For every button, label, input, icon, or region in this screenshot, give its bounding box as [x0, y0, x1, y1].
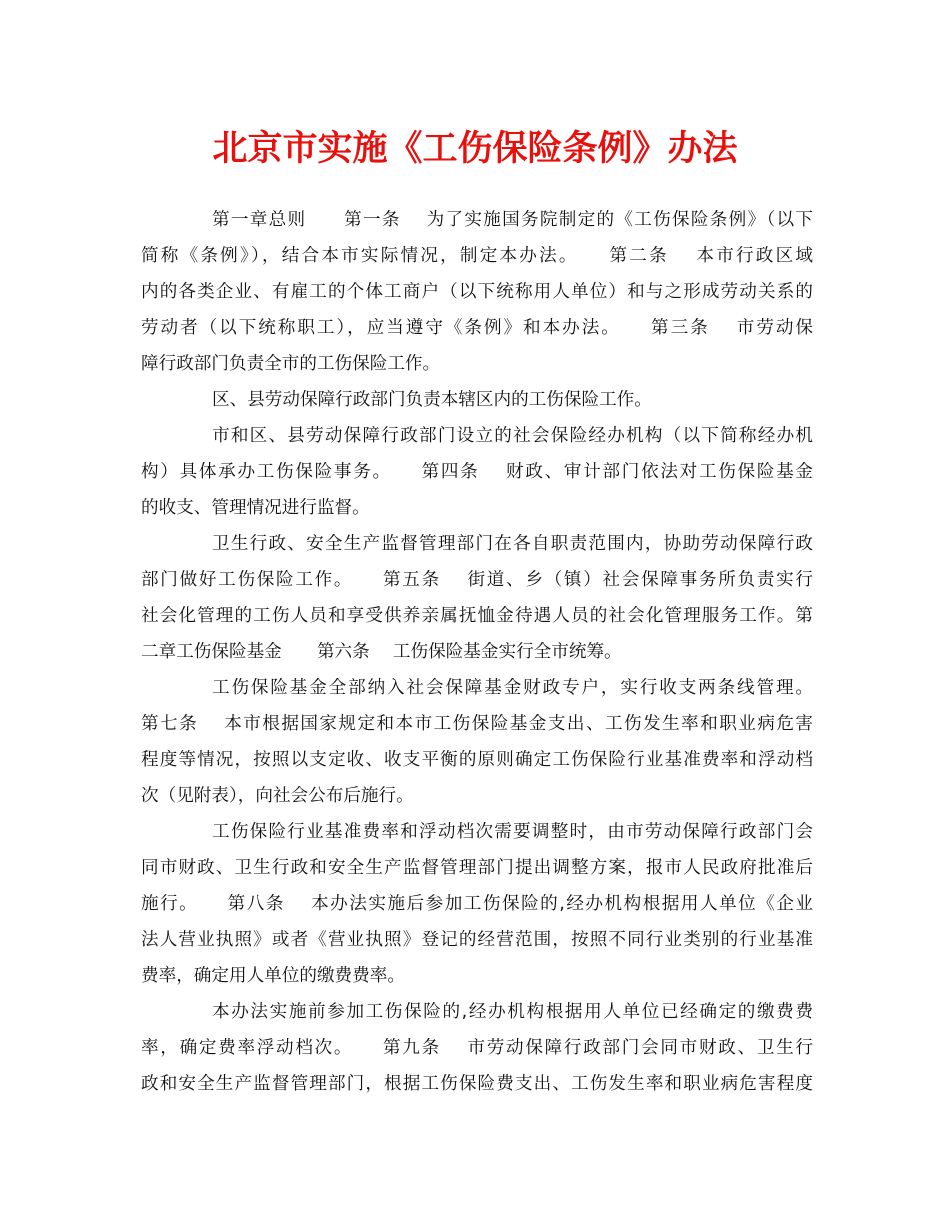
body-text-line: 卫生行政、安全生产监督管理部门在各自职责范围内，协助劳动保障行政 [212, 534, 813, 554]
body-text-line: 政和安全生产监督管理部门，根据工伤保险费支出、工伤发生率和职业病危害程度 [141, 1074, 813, 1094]
body-text-line: 障行政部门负责全市的工伤保险工作。 [141, 354, 441, 374]
body-text-line: 本办法实施前参加工伤保险的,经办机构根据用人单位已经确定的缴费费 [212, 1002, 813, 1022]
body-text-line: 社会化管理的工伤人员和享受供养亲属抚恤金待遇人员的社会化管理服务工作。第 [141, 606, 813, 626]
body-text-line: 市和区、县劳动保障行政部门设立的社会保险经办机构（以下简称经办机 [212, 426, 813, 446]
body-text-line: 二章工伤保险基金 第六条 工伤保险基金实行全市统筹。 [141, 642, 622, 662]
document-title: 北京市实施《工伤保险条例》办法 [212, 128, 738, 169]
body-text-line: 区、县劳动保障行政部门负责本辖区内的工伤保险工作。 [212, 390, 652, 410]
body-text-line: 费率，确定用人单位的缴费费率。 [141, 966, 405, 986]
body-text-line: 施行。 第八条 本办法实施后参加工伤保险的,经办机构根据用人单位《企业 [141, 894, 813, 914]
body-text-line: 部门做好工伤保险工作。 第五条 街道、乡（镇）社会保障事务所负责实行 [141, 570, 813, 590]
document-body [141, 202, 813, 1102]
body-text-line: 工伤保险基金全部纳入社会保障基金财政专户，实行收支两条线管理。 [212, 678, 813, 698]
body-text-line: 率，确定费率浮动档次。 第九条 市劳动保障行政部门会同市财政、卫生行 [141, 1038, 813, 1058]
body-text-line: 构）具体承办工伤保险事务。 第四条 财政、审计部门依法对工伤保险基金 [141, 462, 813, 482]
body-text-line: 次（见附表），向社会公布后施行。 [141, 786, 414, 806]
body-text-line: 同市财政、卫生行政和安全生产监督管理部门提出调整方案，报市人民政府批准后 [141, 858, 813, 878]
body-text-line: 劳动者（以下统称职工），应当遵守《条例》和本办法。 第三条 市劳动保 [141, 318, 813, 338]
body-text-line: 简称《条例》），结合本市实际情况，制定本办法。 第二条 本市行政区域 [141, 246, 813, 266]
body-text-line: 内的各类企业、有雇工的个体工商户（以下统称用人单位）和与之形成劳动关系的 [141, 282, 813, 302]
body-text-line: 的收支、管理情况进行监督。 [141, 498, 370, 518]
body-text-line: 程度等情况，按照以支定收、收支平衡的原则确定工伤保险行业基准费率和浮动档 [141, 750, 813, 770]
body-text-line: 法人营业执照》或者《营业执照》登记的经营范围，按照不同行业类别的行业基准 [141, 930, 813, 950]
body-text-line: 工伤保险行业基准费率和浮动档次需要调整时，由市劳动保障行政部门会 [212, 822, 813, 842]
body-text-line: 第一章总则 第一条 为了实施国务院制定的《工伤保险条例》（以下 [212, 210, 813, 230]
body-text-line: 第七条 本市根据国家规定和本市工伤保险基金支出、工伤发生率和职业病危害 [141, 714, 813, 734]
